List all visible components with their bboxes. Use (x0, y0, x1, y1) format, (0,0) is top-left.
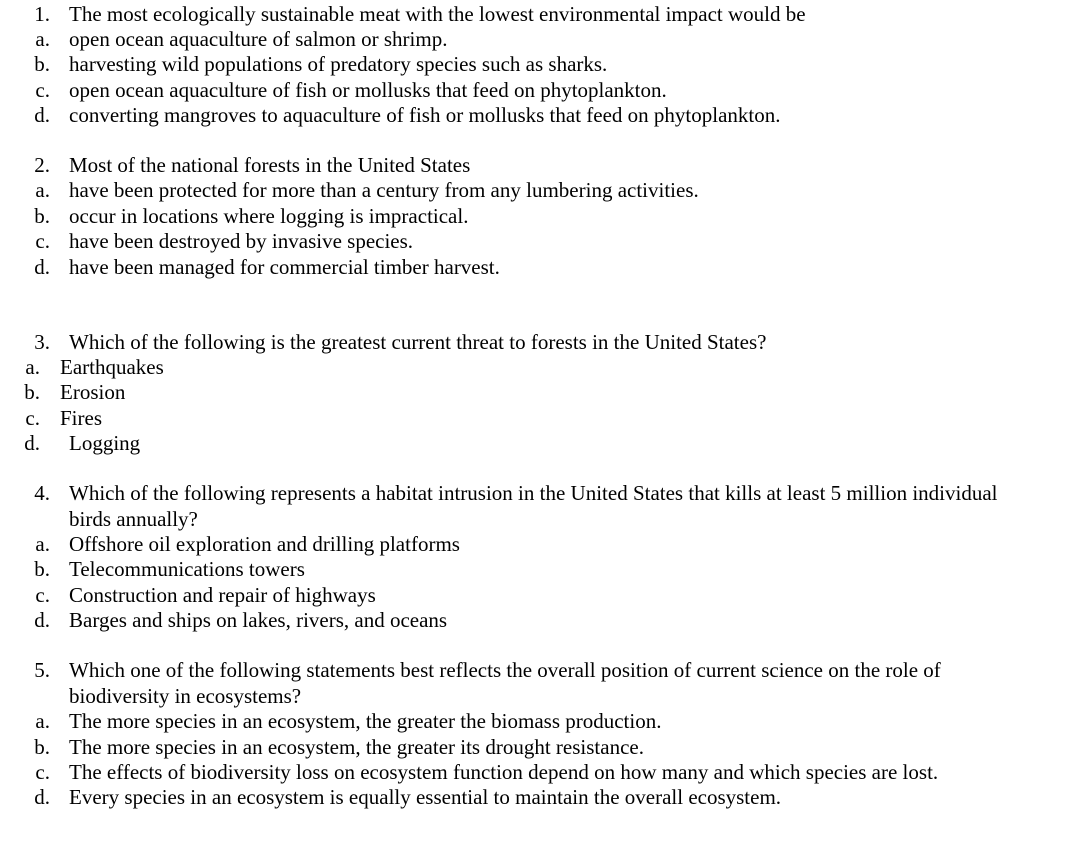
option-text: Every species in an ecosystem is equally essential to maintain the overall ecosystem. (69, 785, 782, 809)
option-letter: c. (35, 229, 50, 253)
question-number: 3. (34, 330, 50, 354)
option-text: Earthquakes (60, 355, 164, 379)
option-letter: a. (35, 178, 50, 202)
question-number: 4. (34, 481, 50, 505)
question-number: 2. (34, 153, 50, 177)
option-text: have been destroyed by invasive species. (69, 229, 414, 253)
question-stem-continued: birds annually? (69, 507, 198, 531)
option-text: Barges and ships on lakes, rivers, and oceans (69, 608, 448, 632)
question-stem-continued: biodiversity in ecosystems? (69, 684, 302, 708)
option-letter: a. (35, 27, 50, 51)
option-text: The more species in an ecosystem, the greater the biomass production. (69, 709, 662, 733)
option-letter: c. (35, 583, 50, 607)
option-text: harvesting wild populations of predatory species such as sharks. (69, 52, 608, 76)
option-letter: c. (25, 406, 40, 430)
option-letter: a. (35, 709, 50, 733)
option-text: The effects of biodiversity loss on ecosystem function depend on how many and which species are lost. (69, 760, 939, 784)
option-text: Offshore oil exploration and drilling platforms (69, 532, 460, 556)
option-letter: d. (34, 255, 50, 279)
option-text: Telecommunications towers (69, 557, 305, 581)
option-text: open ocean aquaculture of fish or mollusks that feed on phytoplankton. (69, 78, 667, 102)
option-letter: c. (35, 760, 50, 784)
question-number: 1. (34, 2, 50, 26)
question-stem: Which of the following is the greatest current threat to forests in the United States? (69, 330, 767, 354)
option-text: have been managed for commercial timber harvest. (69, 255, 500, 279)
option-letter: b. (34, 52, 50, 76)
question-stem: The most ecologically sustainable meat with the lowest environmental impact would be (69, 2, 806, 26)
option-letter: d. (24, 431, 40, 455)
question-stem: Which of the following represents a habitat intrusion in the United States that kills at least 5 million individual (69, 481, 998, 505)
option-letter: b. (24, 380, 40, 404)
question-stem: Most of the national forests in the United States (69, 153, 471, 177)
question-number: 5. (34, 658, 50, 682)
option-text: open ocean aquaculture of salmon or shrimp. (69, 27, 448, 51)
option-text: occur in locations where logging is impractical. (69, 204, 469, 228)
question-stem: Which one of the following statements best reflects the overall position of current science on the role of (69, 658, 941, 682)
option-text: Fires (60, 406, 102, 430)
option-letter: d. (34, 608, 50, 632)
option-text: Erosion (60, 380, 126, 404)
option-letter: c. (35, 78, 50, 102)
option-letter: b. (34, 557, 50, 581)
option-text: Logging (69, 431, 141, 455)
option-letter: d. (34, 785, 50, 809)
option-letter: a. (25, 355, 40, 379)
option-letter: a. (35, 532, 50, 556)
option-text: The more species in an ecosystem, the greater its drought resistance. (69, 735, 644, 759)
option-text: Construction and repair of highways (69, 583, 376, 607)
option-text: converting mangroves to aquaculture of fish or mollusks that feed on phytoplankton. (69, 103, 781, 127)
option-letter: b. (34, 204, 50, 228)
option-letter: d. (34, 103, 50, 127)
option-letter: b. (34, 735, 50, 759)
option-text: have been protected for more than a century from any lumbering activities. (69, 178, 699, 202)
